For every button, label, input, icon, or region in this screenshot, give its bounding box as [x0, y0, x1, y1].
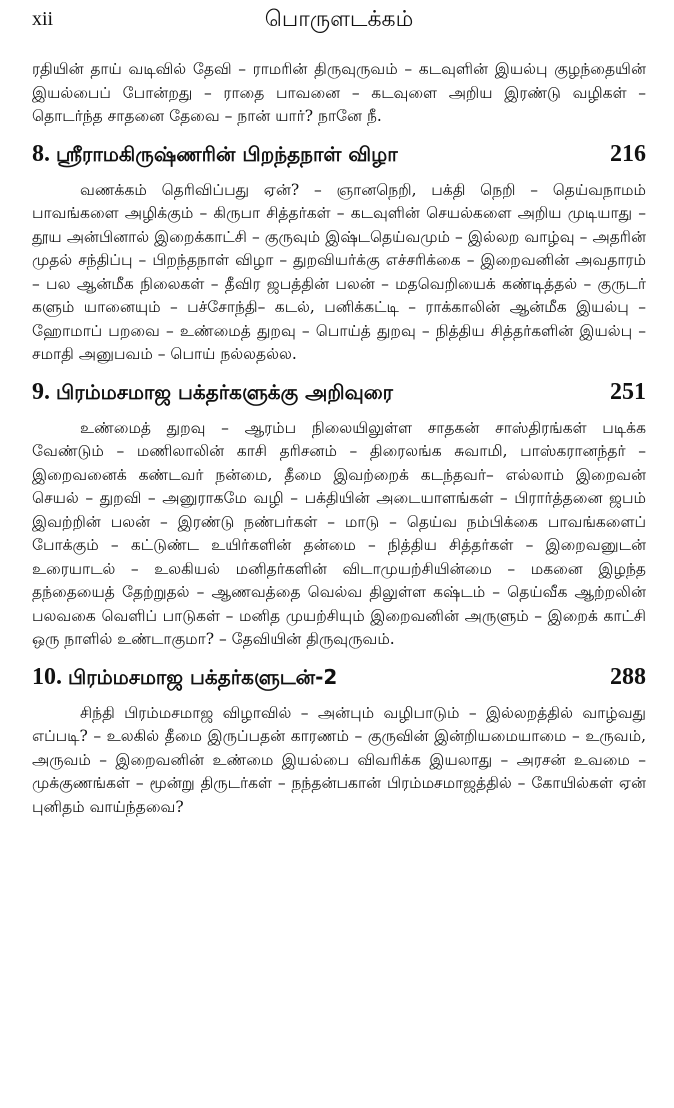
- chapter-title-wrap: [32, 141, 398, 169]
- chapter-heading-8: [32, 141, 646, 169]
- chapter-page-number: 288: [610, 663, 646, 690]
- chapter-body-9: உண்மைத் துறவு – ஆரம்ப நிலையிலுள்ள சாதகன் சாஸ்திரங்கள் படிக்க வேண்டும் – மணிலாலின் காசி தரிசனம் – திரைலங்க சுவாமி, பாஸ்கரானந்தர் – இறைவனைக் கண்டவர் நன்மை, தீமை இவற்றைக் கடந்தவர்– எல்லாம் இறைவன் செயல் – துறவி – அனுராகமே வழி – பக்தியின் அடையாளங்கள் – பிரார்த்தனை ஜபம் இவற்றின் பலன் – இரண்டு நண்பர்கள் – மாடு – தெய்வ நம்பிக்கை பாவங்களைப் போக்கும் – கட்டுண்ட உயிர்களின் தன்மை – நித்திய சித்தர்கள் – இறைவனுடன் உரையாடல் – உலகியல் மனிதர்களின் விடாமுயற்சியின்மை – மகனை இழந்த தந்தையைத் தேற்றுதல் – ஆணவத்தை வெல்வ திலுள்ள கஷ்டம் – தெய்வீக ஆற்றலின் பலவகை வெளிப் பாடுகள் – மனித முயற்சியும் இறைவனின் அருளும் – இறைக் காட்சி ஒரு நாளில் உண்டாகுமா? – தேவியின் திருவுருவம்.: [32, 418, 646, 648]
- running-title: பொருளடக்கம்: [264, 6, 414, 31]
- page-header: [32, 6, 646, 36]
- chapter-heading-9: [32, 379, 646, 407]
- page-content: [32, 58, 646, 819]
- chapter-heading-10: [32, 664, 646, 692]
- chapter-title: ஸ்ரீராமகிருஷ்ணரின் பிறந்தநாள் விழா: [56, 141, 398, 166]
- chapter-title-wrap: [32, 379, 393, 407]
- intro-paragraph: ரதியின் தாய் வடிவில் தேவி – ராமரின் திருவுருவம் – கடவுளின் இயல்பு குழந்தையின் இயல்பைப் போன்றது – ராதை பாவனை – கடவுளை அறிய இரண்டு வழிகள் – தொடர்ந்த சாதனை தேவை – நான் யார்? நானே நீ.: [32, 60, 646, 125]
- chapter-body-8: வணக்கம் தெரிவிப்பது ஏன்? – ஞானநெறி, பக்தி நெறி – தெய்வநாமம் பாவங்களை அழிக்கும் – கிருபா சித்தர்கள் – கடவுளின் செயல்களை அறிய முடியாது – தூய அன்பினால் இறைக்காட்சி – குருவும் இஷ்டதெய்வமும் – இல்லற வாழ்வு – அதரின் முதல் சந்திப்பு – பிறந்தநாள் விழா – துறவியர்க்கு எச்சரிக்கை – இறைவனின் அவதாரம் – பல ஆன்மீக நிலைகள் – தீவிர ஜபத்தின் பலன் – மதவெறியைக் கண்டித்தல் – குருடர் களும் யானையும் – பச்சோந்தி– கடல், பனிக்கட்டி – ராக்காலின் ஆன்மீக இயல்பு – ஹோமாப் பறவை – உண்மைத் துறவு – பொய்த் துறவு – நித்திய சித்தர்களின் இயல்பு – சமாதி அனுபவம் – பொய் நல்லதல்ல.: [32, 180, 646, 363]
- chapter-title: பிரம்மசமாஜ பக்தர்களுக்கு அறிவுரை: [56, 379, 394, 404]
- chapter-number: 10.: [32, 663, 62, 690]
- chapter-title: பிரம்மசமாஜ பக்தர்களுடன்-2: [68, 664, 338, 689]
- chapter-number: 8.: [32, 140, 50, 167]
- chapter-body-10: சிந்தி பிரம்மசமாஜ விழாவில் – அன்பும் வழிபாடும் – இல்லறத்தில் வாழ்வது எப்படி? – உலகில் தீமை இருப்பதன் காரணம் – குருவின் இன்றியமையாமை – உருவம், அருவம் – இறைவனின் உண்மை இயல்பை விவரிக்க இயலாது – அரசன் உவமை – முக்குணங்கள் – மூன்று திருடர்கள் – நந்தன்பகான் பிரம்மசமாஜத்தில் – கோயில்கள் ஏன் புனிதம் வாய்ந்தவை?: [32, 703, 646, 816]
- chapter-title-wrap: [32, 664, 337, 692]
- page-number: xii: [32, 8, 54, 30]
- chapter-page-number: 216: [610, 140, 646, 167]
- chapter-page-number: 251: [610, 378, 646, 405]
- chapter-number: 9.: [32, 378, 50, 405]
